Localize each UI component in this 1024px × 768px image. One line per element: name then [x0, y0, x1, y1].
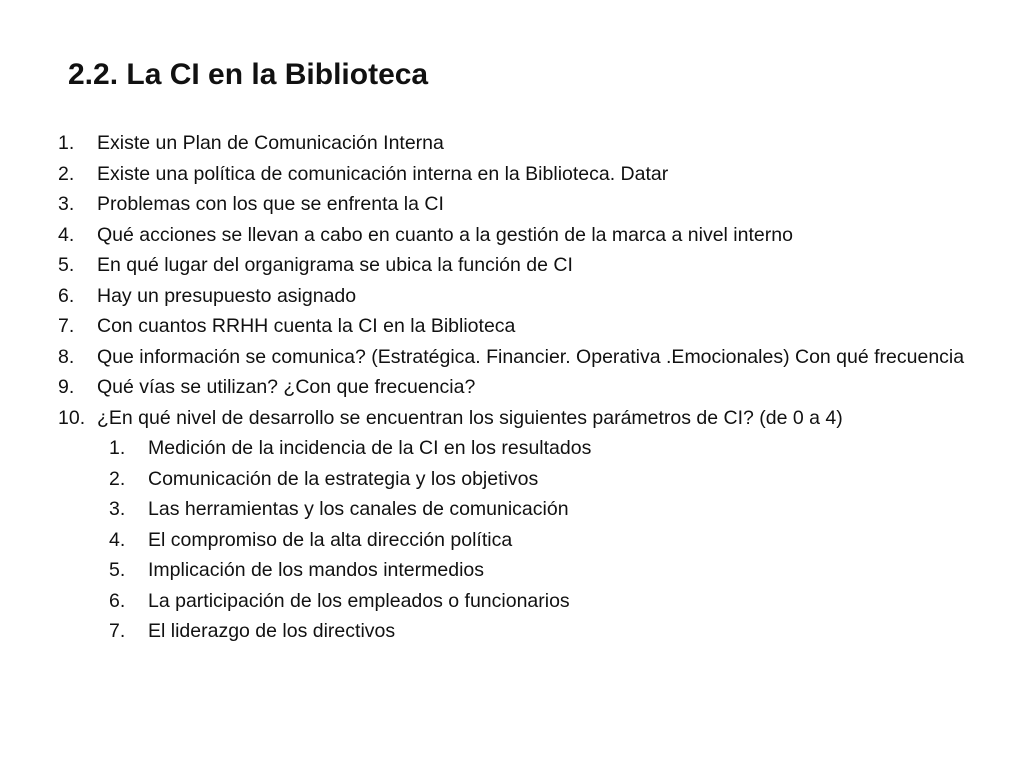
list-item	[58, 372, 998, 403]
item-text: En qué lugar del organigrama se ubica la función de CI	[97, 254, 573, 276]
sub-list-item	[109, 555, 998, 586]
list-item	[58, 311, 998, 342]
sub-item-number: 2.	[109, 467, 126, 490]
item-number: 8.	[58, 345, 75, 368]
sub-item-number: 3.	[109, 498, 126, 520]
sub-item-text: Las herramientas y los canales de comunicación	[148, 498, 569, 520]
item-text: Problemas con los que se enfrenta la CI	[97, 193, 444, 215]
sub-item-number: 5.	[109, 559, 126, 581]
sub-item-text: El compromiso de la alta dirección política	[148, 528, 513, 551]
question-list	[58, 128, 998, 647]
list-item	[58, 342, 998, 373]
item-number: 5.	[58, 254, 75, 276]
list-item	[58, 250, 998, 281]
item-text: Existe una política de comunicación interna en la Biblioteca. Datar	[97, 162, 669, 185]
sub-item-number: 1.	[109, 437, 126, 459]
item-number: 4.	[58, 223, 75, 246]
sub-list-item	[109, 616, 998, 647]
item-number: 1.	[58, 132, 75, 154]
item-number: 7.	[58, 315, 75, 337]
item-text: ¿En qué nivel de desarrollo se encuentran los siguientes parámetros de CI? (de 0 a 4)	[97, 406, 843, 429]
item-text: Qué vías se utilizan? ¿Con que frecuencia?	[97, 376, 476, 398]
sub-item-text: La participación de los empleados o funcionarios	[148, 589, 570, 612]
sub-item-text: El liderazgo de los directivos	[148, 620, 396, 642]
sub-list-item	[109, 494, 998, 525]
item-number: 9.	[58, 376, 75, 398]
item-number: 2.	[58, 162, 75, 185]
item-text: Existe un Plan de Comunicación Interna	[97, 132, 444, 154]
item-number: 10.	[58, 406, 86, 429]
item-text: Con cuantos RRHH cuenta la CI en la Biblioteca	[97, 315, 516, 337]
list-item	[58, 403, 998, 647]
list-item	[58, 159, 998, 190]
sub-list-item	[109, 464, 998, 495]
sub-item-number: 4.	[109, 528, 126, 551]
slide-title: 2.2. La CI en la Biblioteca	[68, 58, 429, 91]
sub-item-text: Comunicación de la estrategia y los objetivos	[148, 467, 539, 490]
sub-item-text: Medición de la incidencia de la CI en los resultados	[148, 437, 592, 459]
item-number: 3.	[58, 193, 75, 215]
item-text: Hay un presupuesto asignado	[97, 284, 357, 307]
sub-list-item	[109, 433, 998, 464]
sub-item-number: 7.	[109, 620, 126, 642]
item-number: 6.	[58, 284, 75, 307]
sub-list-item	[109, 525, 998, 556]
list-item	[58, 281, 998, 312]
list-item	[58, 220, 998, 251]
list-item	[58, 189, 998, 220]
sub-item-text: Implicación de los mandos intermedios	[148, 559, 484, 581]
item-text: Qué acciones se llevan a cabo en cuanto a la gestión de la marca a nivel interno	[97, 223, 793, 246]
sub-item-number: 6.	[109, 589, 126, 612]
parameter-sub-list	[97, 433, 998, 647]
list-item	[58, 128, 998, 159]
item-text: Que información se comunica? (Estratégica. Financier. Operativa .Emocionales) Con qué frecuencia	[97, 345, 965, 368]
sub-list-item	[109, 586, 998, 617]
